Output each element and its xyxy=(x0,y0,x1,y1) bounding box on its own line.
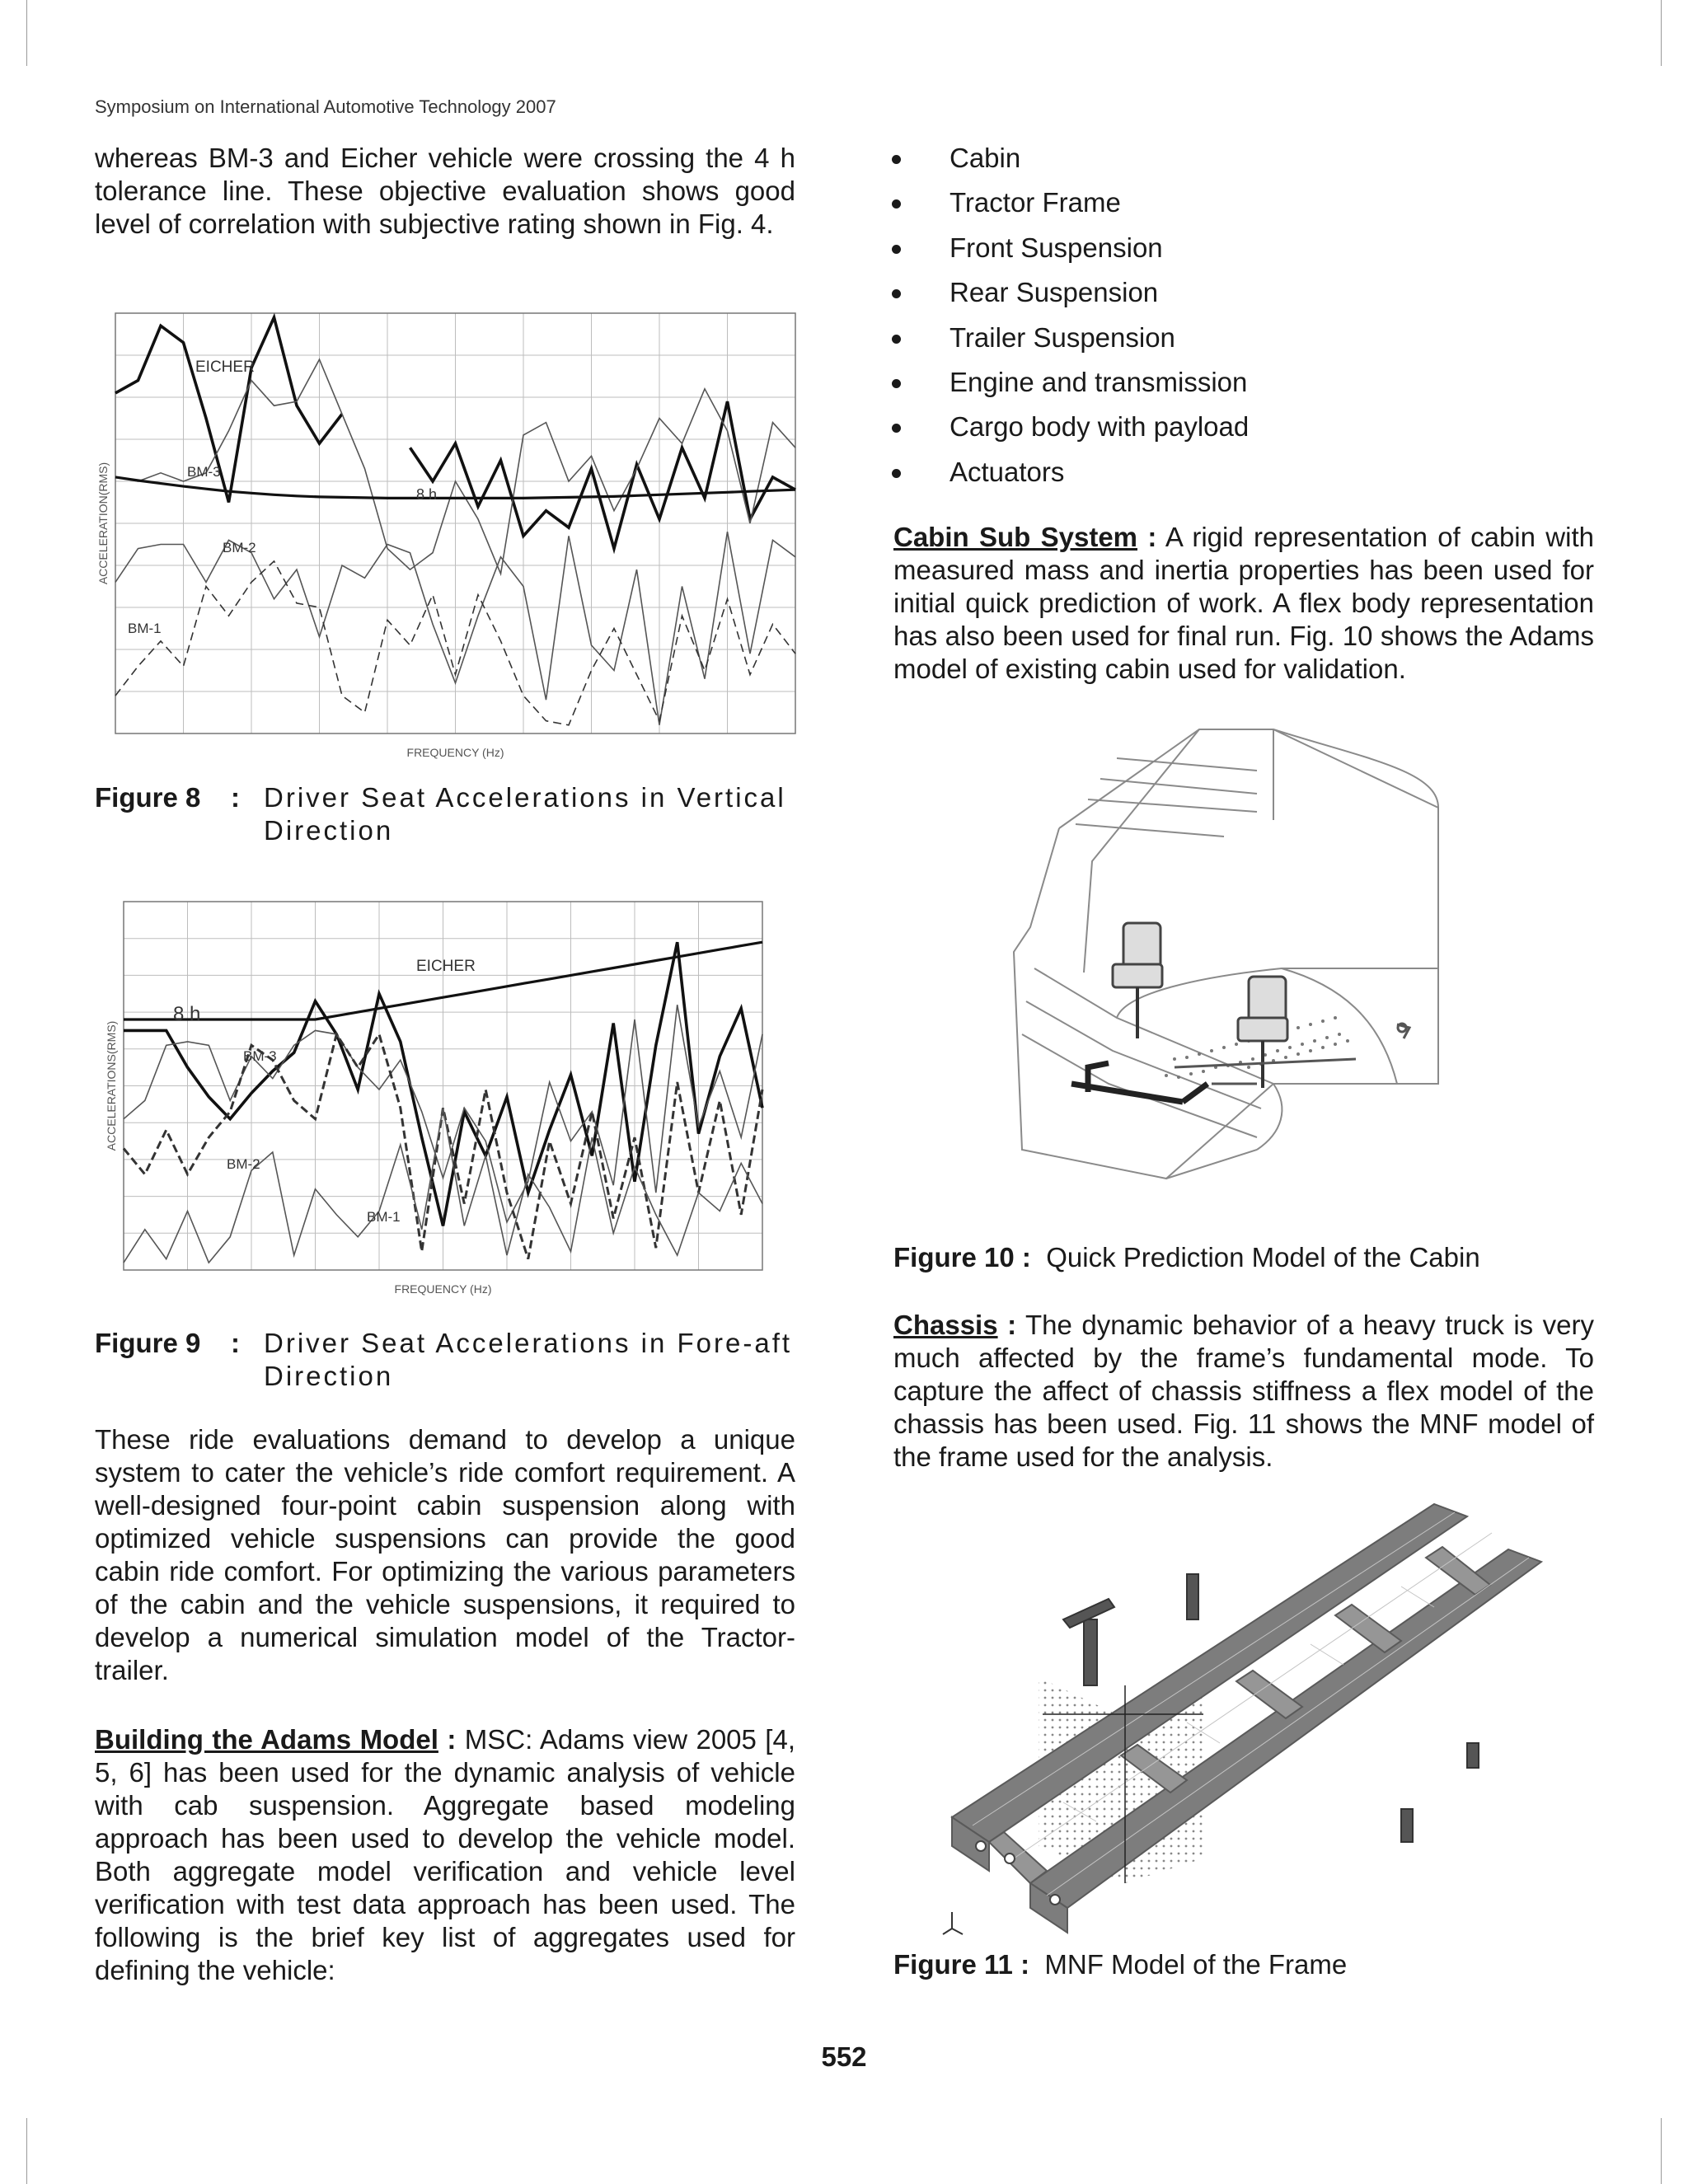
aggregate-item xyxy=(892,450,1601,494)
ride-evaluation-paragraph xyxy=(95,1423,795,1687)
series-label: EICHER xyxy=(416,958,476,975)
aggregate-label: Rear Suspension xyxy=(950,277,1159,308)
bullet-icon xyxy=(892,335,901,344)
series-label: BM-2 xyxy=(223,540,256,555)
x-axis-label: FREQUENCY (Hz) xyxy=(406,746,504,759)
page-number: 552 xyxy=(821,2041,867,2072)
figure-9-text: Driver Seat Accelerations in Fore-aft Direction xyxy=(264,1328,793,1391)
aggregate-item xyxy=(892,180,1601,225)
figure-9-chart xyxy=(95,898,771,1302)
aggregate-item xyxy=(892,360,1601,405)
chassis-heading: Chassis xyxy=(893,1310,998,1340)
series-label: 8 h xyxy=(416,486,438,503)
aggregate-label: Tractor Frame xyxy=(950,187,1121,218)
y-axis-label: ACCELERATION(RMS) xyxy=(96,462,110,585)
building-heading: Building the Adams Model xyxy=(95,1724,438,1755)
series-label: BM-2 xyxy=(227,1156,260,1172)
figure-10-sep: : xyxy=(1021,1242,1031,1272)
aggregate-item xyxy=(892,405,1601,449)
figure-10-caption xyxy=(893,1241,1602,1274)
bullet-icon xyxy=(892,469,901,478)
bullet-icon xyxy=(892,424,901,433)
aggregate-label: Front Suspension xyxy=(950,232,1163,263)
aggregate-item xyxy=(892,270,1601,315)
figure-11-sep: : xyxy=(1020,1949,1030,1980)
aggregate-label: Cargo body with payload xyxy=(950,411,1250,443)
series-label: EICHER xyxy=(195,359,255,376)
figure-10-label: Figure 10 xyxy=(893,1242,1015,1272)
running-header: Symposium on International Automotive Technology 2007 xyxy=(95,96,556,117)
crop-mark-bl xyxy=(0,2118,27,2184)
chassis-colon: : xyxy=(1007,1310,1017,1340)
figure-8-label: Figure 8 xyxy=(95,782,201,813)
cabin-subsystem-paragraph xyxy=(893,521,1594,686)
figure-11-text: MNF Model of the Frame xyxy=(1044,1949,1348,1980)
series-label: BM-3 xyxy=(187,464,221,480)
chassis-paragraph xyxy=(893,1309,1594,1474)
intro-text: whereas BM-3 and Eicher vehicle were crossing the 4 h tolerance line. These objective evaluation shows good level of correlation with subjective rating shown in Fig. 4. xyxy=(95,143,795,239)
aggregate-list xyxy=(892,136,1601,494)
bullet-icon xyxy=(892,289,901,298)
x-axis-label: FREQUENCY (Hz) xyxy=(394,1282,492,1296)
bullet-icon xyxy=(892,379,901,388)
series-label: BM-1 xyxy=(367,1209,401,1225)
cabin-colon: : xyxy=(1147,522,1157,552)
aggregate-item xyxy=(892,226,1601,270)
aggregate-label: Actuators xyxy=(950,456,1065,487)
bullet-icon xyxy=(892,155,901,164)
ride-evaluation-text: These ride evaluations demand to develop a unique system to cater the vehicle’s ride comfort requirement. A well-designed four-point cabin suspension along with optimized vehicle suspensions can provide the good cabin ride comfort. For optimizing the various parameters of the cabin and the vehicle suspensions, it required to develop a numerical simulation model of the Tractor-trailer. xyxy=(95,1424,795,1685)
crop-mark-br xyxy=(1661,2118,1688,2184)
figure-9-sep: : xyxy=(231,1328,240,1358)
figure-8-chart xyxy=(95,303,804,765)
crop-mark-tr xyxy=(1661,0,1688,66)
figure-8-sep: : xyxy=(231,782,240,813)
building-colon: : xyxy=(447,1724,457,1755)
series-label: BM-3 xyxy=(243,1048,277,1064)
figure-9-caption xyxy=(95,1327,795,1393)
figure-9-label: Figure 9 xyxy=(95,1328,201,1358)
chassis-text: The dynamic behavior of a heavy truck is very much affected by the frame’s fundamental mode. To capture the affect of chassis stiffness a flex model of the chassis has been used. Fig. 11 shows the MNF model of the frame used for the analysis. xyxy=(893,1310,1595,1472)
figure-10-text: Quick Prediction Model of the Cabin xyxy=(1046,1242,1480,1272)
figure-11-label: Figure 11 xyxy=(893,1949,1013,1980)
aggregate-label: Engine and transmission xyxy=(950,366,1248,397)
y-axis-label: ACCELERATIONS(RMS) xyxy=(105,1020,118,1151)
cabin-heading: Cabin Sub System xyxy=(893,522,1138,552)
cabin-text: A rigid representation of cabin with measured mass and inertia properties has been used for initial quick prediction of work. A flex body representation has also been used for final run. Fig. 10 shows the Adams model of existing cabin used for validation. xyxy=(893,522,1594,684)
crop-mark-tl xyxy=(0,0,27,66)
building-text: MSC: Adams view 2005 [4, 5, 6] has been used for the dynamic analysis of vehicle with cab suspension. Aggregate based modeling approach has been used to develop the vehicle model. Both aggregate model verification and vehicle level verification with test data approach has been used. The following is the brief key list of aggregates used for defining the vehicle: xyxy=(95,1724,796,1985)
figure-8-text: Driver Seat Accelerations in Vertical Direction xyxy=(264,782,786,846)
figure-11-frame-model xyxy=(940,1496,1550,1941)
figure-8-caption xyxy=(95,781,795,847)
bullet-icon xyxy=(892,245,901,254)
left-intro-paragraph xyxy=(95,142,795,241)
bullet-icon xyxy=(892,199,901,209)
aggregate-item xyxy=(892,136,1601,180)
figure-10-cabin-model xyxy=(1010,721,1488,1191)
series-label: 8 h xyxy=(173,1003,201,1025)
aggregate-label: Cabin xyxy=(950,143,1021,173)
building-adams-paragraph xyxy=(95,1723,795,1987)
aggregate-label: Trailer Suspension xyxy=(950,321,1175,353)
series-label: BM-1 xyxy=(128,621,162,636)
aggregate-item xyxy=(892,316,1601,360)
figure-11-caption xyxy=(893,1948,1602,1981)
